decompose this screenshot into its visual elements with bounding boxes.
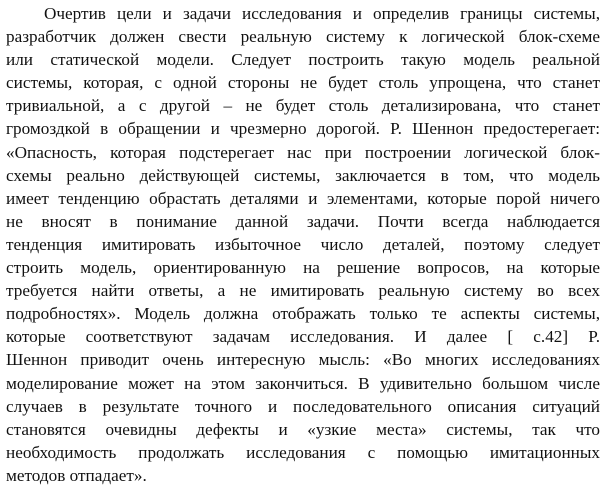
text-line-4: системы, которая, с одной стороны не будет столь упрощена, что станет bbox=[6, 73, 600, 93]
text-line-13: требуется найти ответы, а не имитировать реальную систему во всех bbox=[6, 281, 600, 301]
text-line-12: строить модель, ориентированную на решение вопросов, на которые bbox=[6, 258, 600, 278]
text-line-6: громоздкой в обращении и чрезмерно дорогой. Р. Шеннон предостерегает: bbox=[6, 119, 600, 139]
text-line-8: схемы реально действующей системы, заключается в том, что модель bbox=[6, 165, 600, 185]
text-line-2: разработчик должен свести реальную систему к логической блок-схеме bbox=[6, 27, 600, 47]
text-line-10: не вносят в понимание данной задачи. Почти всегда наблюдается bbox=[6, 211, 600, 231]
text-line-17: моделирование может на этом закончиться. В удивительно большом числе bbox=[6, 373, 600, 393]
text-line-5: тривиальной, а с другой – не будет столь детализирована, что станет bbox=[6, 96, 600, 116]
text-line-18: случаев в результате точного и последовательного описания ситуаций bbox=[6, 396, 600, 416]
text-line-21: методов отпадает». bbox=[6, 465, 147, 485]
text-line-19: становятся очевидны дефекты и «узкие места» системы, так что bbox=[6, 419, 600, 439]
text-line-15: которые соответствуют задачам исследования. И далее [ с.42] Р. bbox=[6, 327, 600, 347]
text-line-11: тенденция имитировать избыточное число деталей, поэтому следует bbox=[6, 234, 600, 254]
body-paragraph bbox=[6, 2, 600, 487]
text-line-1: Очертив цели и задачи исследования и определив границы системы, bbox=[44, 4, 600, 23]
text-line-7: «Опасность, которая подстерегает нас при построении логической блок- bbox=[6, 142, 600, 162]
text-line-20: необходимость продолжать исследования с помощью имитационных bbox=[6, 442, 600, 462]
text-line-9: имеет тенденцию обрастать деталями и элементами, которые порой ничего bbox=[6, 188, 600, 208]
text-line-14: подробностях». Модель должна отображать только те аспекты системы, bbox=[6, 304, 600, 324]
text-line-16: Шеннон приводит очень интересную мысль: «Во многих исследованиях bbox=[6, 350, 600, 370]
text-line-3: или статической модели. Следует построить такую модель реальной bbox=[6, 50, 600, 70]
